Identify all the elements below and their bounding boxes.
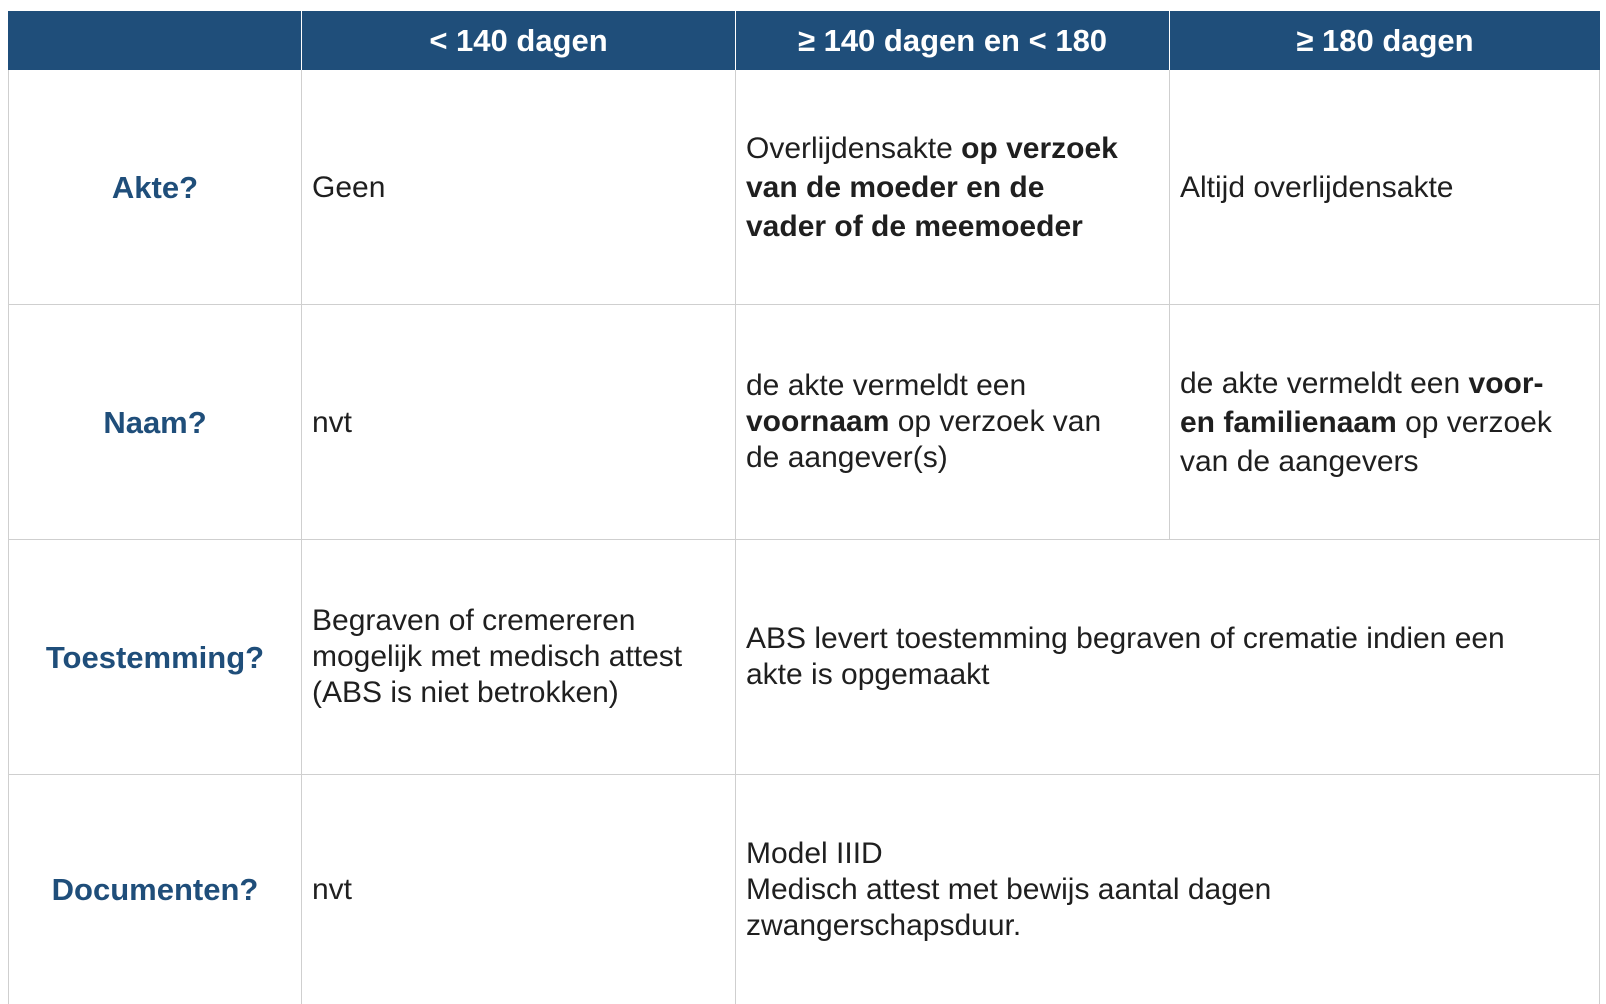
toestemming-under-140-line-1: Begraven of cremereren: [312, 604, 636, 637]
akte-140-180-bold-2: van de moeder en de: [746, 170, 1045, 204]
akte-over-180-cell: [1169, 70, 1600, 305]
comparison-table: [8, 11, 1600, 1004]
documenten-under-140-cell: [301, 775, 735, 1004]
akte-under-140-text: Geen: [312, 170, 386, 204]
akte-140-180-bold-3: vader of de meemoeder: [746, 209, 1083, 243]
header-140-to-180-days: ≥ 140 dagen en < 180: [735, 11, 1169, 70]
toestemming-over-140-line-2: akte is opgemaakt: [746, 658, 990, 691]
akte-under-140-cell: [301, 70, 735, 305]
toestemming-over-140-cell: [735, 540, 1600, 775]
header-over-180-days: ≥ 180 dagen: [1169, 11, 1600, 70]
documenten-over-140-line-2: Medisch attest met bewijs aantal dagen: [746, 872, 1272, 906]
naam-under-140-text: nvt: [312, 405, 353, 439]
documenten-over-140-cell: [735, 775, 1600, 1004]
naam-over-180-bold-1: voor-: [1468, 366, 1544, 400]
documenten-over-140-line-3: zwangerschapsduur.: [746, 908, 1022, 942]
akte-140-180-text: Overlijdensakte: [746, 131, 962, 165]
naam-140-180-bold: voornaam: [746, 405, 890, 438]
row-label-documenten: Documenten?: [8, 775, 301, 1004]
naam-140-180-line-1: de akte vermeldt een: [746, 369, 1027, 402]
naam-over-180-bold-2: en familienaam: [1180, 405, 1397, 439]
documenten-over-140-line-1: Model IIID: [746, 836, 883, 870]
toestemming-under-140-cell: [301, 540, 735, 775]
akte-over-180-text: Altijd overlijdensakte: [1180, 170, 1454, 204]
akte-140-180-cell: [735, 70, 1169, 305]
naam-140-180-cell: [735, 305, 1169, 540]
naam-over-180-line-3: van de aangevers: [1180, 444, 1419, 478]
header-under-140-days: < 140 dagen: [301, 11, 735, 70]
row-label-akte: Akte?: [8, 70, 301, 305]
naam-over-180-cell: [1169, 305, 1600, 540]
row-label-toestemming: Toestemming?: [8, 540, 301, 775]
row-label-naam: Naam?: [8, 305, 301, 540]
naam-140-180-line-2: op verzoek van: [889, 405, 1102, 438]
naam-under-140-cell: [301, 305, 735, 540]
naam-140-180-line-3: de aangever(s): [746, 441, 948, 474]
documenten-under-140-text: nvt: [312, 873, 353, 906]
naam-over-180-line-1: de akte vermeldt een: [1180, 366, 1469, 400]
naam-over-180-line-2: op verzoek: [1396, 405, 1552, 439]
toestemming-under-140-line-2: mogelijk met medisch attest: [312, 640, 683, 673]
toestemming-over-140-line-1: ABS levert toestemming begraven of crematie indien een: [746, 622, 1505, 655]
akte-140-180-bold-1: op verzoek: [961, 131, 1118, 165]
header-empty-cell: [8, 11, 301, 70]
toestemming-under-140-line-3: (ABS is niet betrokken): [312, 676, 619, 709]
